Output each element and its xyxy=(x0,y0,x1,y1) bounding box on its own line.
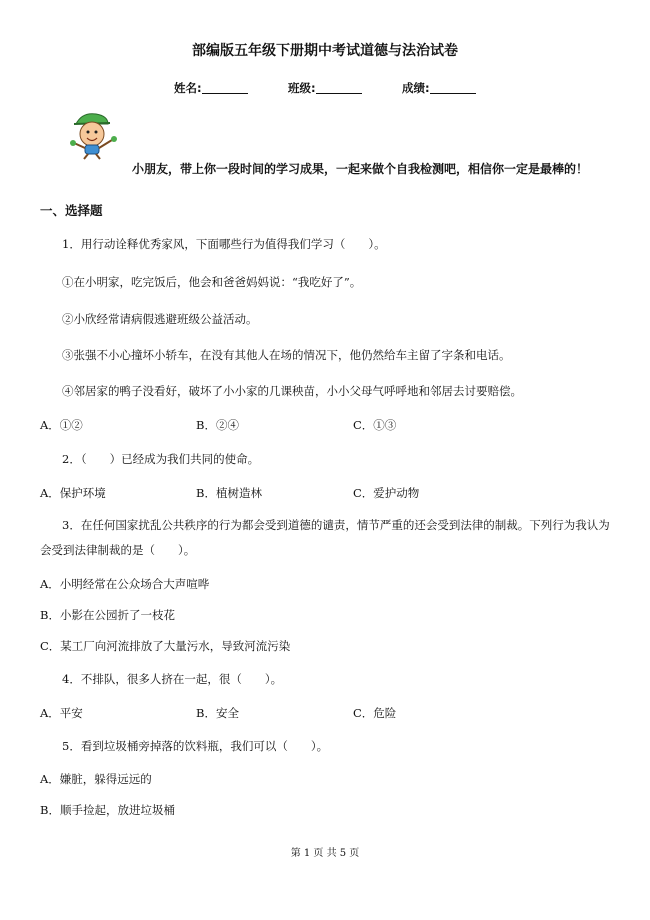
name-blank xyxy=(202,81,248,94)
name-field xyxy=(174,80,248,96)
score-field xyxy=(402,80,476,96)
question-2-option-b[interactable]: B．植树造林 xyxy=(196,486,262,500)
encouragement-text: 小朋友，带上你一段时间的学习成果，一起来做个自我检测吧，相信你一定是最棒的！ xyxy=(132,162,589,176)
question-5-option-a[interactable]: A．嫌脏，躲得远远的 xyxy=(40,772,152,786)
name-label: 姓名: xyxy=(174,81,202,95)
class-field xyxy=(288,80,362,96)
question-3-option-c[interactable]: C．某工厂向河流排放了大量污水，导致河流污染 xyxy=(40,639,291,653)
question-2-option-a[interactable]: A．保护环境 xyxy=(40,486,106,500)
page-title: 部编版五年级下册期中考试道德与法治试卷 xyxy=(192,43,458,59)
question-2-stem: 2．（ ）已经成为我们共同的使命。 xyxy=(62,452,260,466)
question-5-option-b[interactable]: B．顺手捡起，放进垃圾桶 xyxy=(40,803,175,817)
question-5-stem: 5．看到垃圾桶旁掉落的饮料瓶，我们可以（ ）。 xyxy=(62,739,329,753)
question-1-statement-4: ④邻居家的鸭子没看好，破坏了小小家的几课秧苗，小小父母气呼呼地和邻居去讨要赔偿。 xyxy=(62,384,522,398)
question-1-statement-1: ①在小明家，吃完饭后，他会和爸爸妈妈说：“我吃好了”。 xyxy=(62,275,362,289)
question-1-statement-2: ②小欣经常请病假逃避班级公益活动。 xyxy=(62,312,258,326)
section-title-choice: 一、选择题 xyxy=(40,203,103,218)
question-1-option-c[interactable]: C．①③ xyxy=(353,418,397,432)
question-3-option-b[interactable]: B．小影在公园折了一枝花 xyxy=(40,608,175,622)
class-blank xyxy=(316,81,362,94)
question-3-option-a[interactable]: A．小明经常在公众场合大声喧哗 xyxy=(40,577,210,591)
question-4-option-a[interactable]: A．平安 xyxy=(40,706,83,720)
question-3-stem-line-2: 会受到法律制裁的是（ ）。 xyxy=(40,543,196,557)
question-4-option-c[interactable]: C．危险 xyxy=(353,706,397,720)
class-label: 班级: xyxy=(288,81,316,95)
question-1-option-b[interactable]: B．②④ xyxy=(196,418,239,432)
question-3-stem-line-1: 3．在任何国家扰乱公共秩序的行为都会受到道德的谴责，情节严重的还会受到法律的制裁。下列行为我认为 xyxy=(62,518,610,532)
score-label: 成绩: xyxy=(402,81,430,95)
question-1-stem: 1．用行动诠释优秀家风，下面哪些行为值得我们学习（ ）。 xyxy=(62,237,386,251)
mascot-icon xyxy=(66,110,124,160)
question-2-option-c[interactable]: C．爱护动物 xyxy=(353,486,420,500)
question-1-statement-3: ③张强不小心撞坏小轿车，在没有其他人在场的情况下，他仍然给车主留了字条和电话。 xyxy=(62,348,511,362)
question-4-stem: 4．不排队，很多人挤在一起，很（ ）。 xyxy=(62,672,283,686)
score-blank xyxy=(430,81,476,94)
question-4-option-b[interactable]: B．安全 xyxy=(196,706,239,720)
page-footer: 第 1 页 共 5 页 xyxy=(290,848,360,859)
question-1-option-a[interactable]: A．①② xyxy=(40,418,83,432)
